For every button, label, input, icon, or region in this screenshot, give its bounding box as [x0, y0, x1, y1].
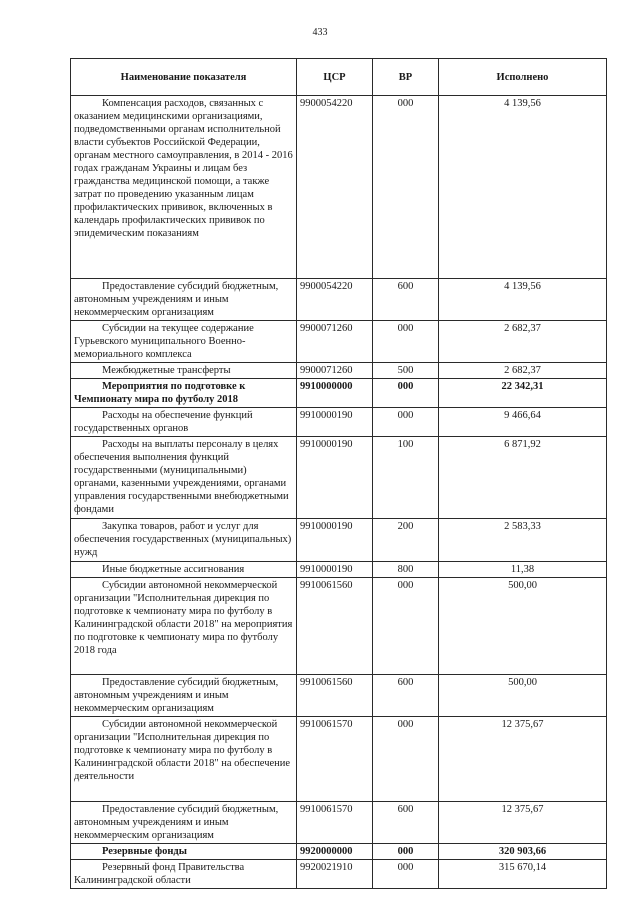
row-amount: 22 342,31	[439, 379, 607, 408]
table-row	[71, 96, 607, 279]
row-vr: 100	[373, 437, 439, 519]
table-row	[71, 562, 607, 578]
row-amount: 2 583,33	[439, 519, 607, 562]
table-row	[71, 844, 607, 860]
row-vr: 000	[373, 408, 439, 437]
table-row	[71, 408, 607, 437]
row-amount: 11,38	[439, 562, 607, 578]
row-vr: 000	[373, 717, 439, 802]
table-row	[71, 519, 607, 562]
row-csr: 9900071260	[297, 321, 373, 363]
table-row	[71, 279, 607, 321]
row-name: Субсидии автономной некоммерческой организации "Исполнительная дирекция по подготовке к чемпионату мира по футболу в Калининградской области 2018" на мероприятия по подготовке к чемпионату мира по футболу 2018 года	[71, 578, 297, 675]
table-row	[71, 321, 607, 363]
row-csr: 9910061570	[297, 802, 373, 844]
row-csr: 9910000000	[297, 379, 373, 408]
table-row	[71, 860, 607, 889]
row-name: Предоставление субсидий бюджетным, автономным учреждениям и иным некоммерческим организациям	[71, 675, 297, 717]
table-row	[71, 578, 607, 675]
row-name: Субсидии автономной некоммерческой организации "Исполнительная дирекция по подготовке к чемпионату мира по футболу в Калининградской области 2018" на обеспечение деятельности	[71, 717, 297, 802]
row-amount: 500,00	[439, 675, 607, 717]
row-vr: 600	[373, 675, 439, 717]
table-row	[71, 363, 607, 379]
row-amount: 320 903,66	[439, 844, 607, 860]
table-row	[71, 717, 607, 802]
row-csr: 9900054220	[297, 96, 373, 279]
header-csr: ЦСР	[297, 59, 373, 96]
row-name: Расходы на обеспечение функций государственных органов	[71, 408, 297, 437]
row-name: Закупка товаров, работ и услуг для обеспечения государственных (муниципальных) нужд	[71, 519, 297, 562]
row-vr: 600	[373, 279, 439, 321]
row-csr: 9920000000	[297, 844, 373, 860]
row-amount: 6 871,92	[439, 437, 607, 519]
row-amount: 2 682,37	[439, 363, 607, 379]
header-vr: ВР	[373, 59, 439, 96]
row-csr: 9910061560	[297, 578, 373, 675]
header-executed: Исполнено	[439, 59, 607, 96]
row-vr: 000	[373, 96, 439, 279]
row-csr: 9920021910	[297, 860, 373, 889]
table-row	[71, 802, 607, 844]
row-name: Резервные фонды	[71, 844, 297, 860]
table-row	[71, 379, 607, 408]
table-row	[71, 437, 607, 519]
row-name: Расходы на выплаты персоналу в целях обеспечения выполнения функций государственными (муниципальными) органами, казенными учреждениями, органами управления государственными внебюджетными фондами	[71, 437, 297, 519]
row-amount: 9 466,64	[439, 408, 607, 437]
row-name: Предоставление субсидий бюджетным, автономным учреждениям и иным некоммерческим организациям	[71, 279, 297, 321]
header-name: Наименование показателя	[71, 59, 297, 96]
row-vr: 200	[373, 519, 439, 562]
row-name: Резервный фонд Правительства Калининградской области	[71, 860, 297, 889]
row-name: Межбюджетные трансферты	[71, 363, 297, 379]
page-number: 433	[312, 27, 328, 38]
row-vr: 800	[373, 562, 439, 578]
row-csr: 9910000190	[297, 519, 373, 562]
table-row	[71, 675, 607, 717]
row-amount: 12 375,67	[439, 717, 607, 802]
row-csr: 9910000190	[297, 437, 373, 519]
row-amount: 315 670,14	[439, 860, 607, 889]
row-csr: 9900071260	[297, 363, 373, 379]
row-vr: 000	[373, 860, 439, 889]
row-name: Компенсация расходов, связанных с оказанием медицинскими организациями, подведомственными органам исполнительной власти субъектов Российской Федерации, органам местного самоуправления, в 2014 - 2016 годах гражданам Украины и лицам без гражданства медицинской помощи, а также затрат по проведению указанным лицам профилактических прививок, включенных в календарь профилактических прививок по эпидемическим показаниям	[71, 96, 297, 279]
row-amount: 2 682,37	[439, 321, 607, 363]
row-vr: 000	[373, 844, 439, 860]
row-vr: 000	[373, 321, 439, 363]
row-vr: 600	[373, 802, 439, 844]
row-vr: 000	[373, 578, 439, 675]
row-vr: 500	[373, 363, 439, 379]
row-csr: 9900054220	[297, 279, 373, 321]
budget-execution-table	[70, 58, 607, 889]
row-amount: 12 375,67	[439, 802, 607, 844]
row-name: Иные бюджетные ассигнования	[71, 562, 297, 578]
table-header-row	[71, 59, 607, 96]
row-csr: 9910061570	[297, 717, 373, 802]
row-name: Предоставление субсидий бюджетным, автономным учреждениям и иным некоммерческим организациям	[71, 802, 297, 844]
row-vr: 000	[373, 379, 439, 408]
row-csr: 9910000190	[297, 408, 373, 437]
row-name: Мероприятия по подготовке к Чемпионату мира по футболу 2018	[71, 379, 297, 408]
row-csr: 9910000190	[297, 562, 373, 578]
row-amount: 500,00	[439, 578, 607, 675]
row-amount: 4 139,56	[439, 279, 607, 321]
row-amount: 4 139,56	[439, 96, 607, 279]
row-csr: 9910061560	[297, 675, 373, 717]
row-name: Субсидии на текущее содержание Гурьевского муниципального Военно-мемориального комплекса	[71, 321, 297, 363]
